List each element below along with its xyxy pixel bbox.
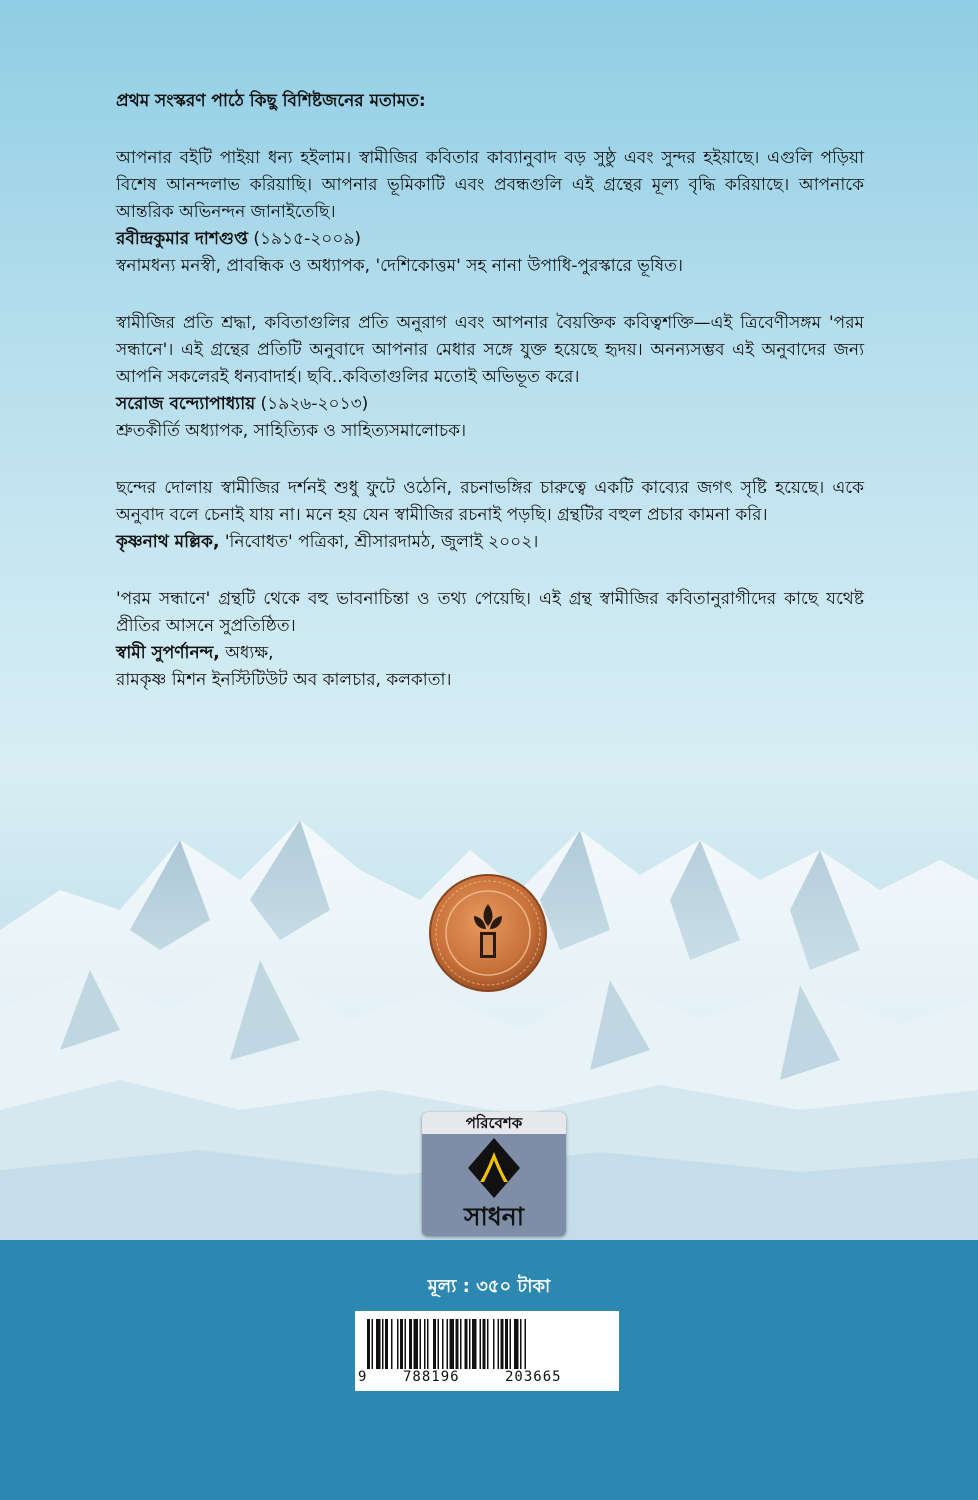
barcode-group-1: 788196 [403, 1369, 460, 1385]
review-author-1: রবীন্দ্রকুমার দাশগুপ্ত [116, 229, 248, 249]
isbn-barcode [355, 1311, 619, 1391]
distributor-logo-icon [466, 1136, 522, 1200]
price-label: মূল্য : ৩৫০ টাকা [427, 1276, 551, 1297]
review-attribution-1 [116, 226, 864, 253]
section-heading: প্রথম সংস্করণ পাঠে কিছু বিশিষ্টজনের মতামত: [116, 91, 426, 111]
distributor-badge [422, 1112, 566, 1236]
review-years-2: (১৯২৬-২০১৩) [255, 394, 369, 414]
barcode-number [355, 1369, 619, 1389]
review-author-3: কৃষ্ণনাথ মল্লিক, [116, 532, 220, 552]
review-description-4: রামকৃষ্ণ মিশন ইনস্টিটিউট অব কালচার, কলকাতা। [116, 670, 452, 690]
seal-emblem-icon [427, 872, 549, 994]
review-description-2: শ্রুতকীর্তি অধ্যাপক, সাহিত্যিক ও সাহিত্যসমালোচক। [116, 421, 467, 441]
barcode-prefix: 9 [358, 1369, 367, 1385]
review-quote-2: স্বামীজির প্রতি শ্রদ্ধা, কবিতাগুলির প্রতি অনুরাগ এবং আপনার বৈয়ক্তিক কবিত্বশক্তি—এই ত্রিবেণীসঙ্গম 'পরম সন্ধানে'। এই গ্রন্থের প্রতিটি অনুবাদে আপনার মেধার সঙ্গে যুক্ত হয়েছে হৃদয়। অনন্যসম্ভব এই অনুবাদের জন্য আপনি সকলেরই ধন্যবাদার্হ। ছবি..কবিতাগুলির মতোই অভিভূত করে। [116, 313, 864, 387]
reviews-section [116, 88, 864, 694]
review-quote-3: ছন্দের দোলায় স্বামীজির দর্শনই শুধু ফুটে ওঠেনি, রচনাভঙ্গির চারুত্বে একটি কাব্যের জগৎ সৃষ্টি হয়েছে। একে অনুবাদ বলে চেনাই যায় না। মনে হয় যেন স্বামীজির রচনাই পড়ছি। গ্রন্থটির বহুল প্রচার কামনা করি। [116, 478, 864, 525]
review-attribution-4 [116, 640, 864, 667]
review-source-3: 'নিবোধত' পত্রিকা, শ্রীসারদামঠ, জুলাই ২০০২। [219, 532, 539, 552]
review-attribution-2 [116, 391, 864, 418]
distributor-name: সাধনা [464, 1202, 524, 1231]
review-attribution-3 [116, 529, 864, 556]
review-quote-1: আপনার বইটি পাইয়া ধন্য হইলাম। স্বামীজির কবিতার কাব্যানুবাদ বড় সুষ্ঠু এবং সুন্দর হইয়াছে। এগুলি পড়িয়া বিশেষ আনন্দলাভ করিয়াছি। আপনার ভূমিকাটি এবং প্রবন্ধগুলি এই গ্রন্থের মূল্য বৃদ্ধি করিয়াছে। আপনাকে আন্তরিক অভিনন্দন জানাইতেছি। [116, 148, 864, 222]
review-author-4: স্বামী সুপর্ণানন্দ, [116, 643, 220, 663]
barcode-group-2: 203665 [505, 1369, 562, 1385]
review-years-1: (১৯১৫-২০০৯) [247, 229, 362, 249]
barcode-bars-icon [367, 1319, 607, 1369]
review-author-2: সরোজ বন্দ্যোপাধ্যায় [116, 394, 256, 414]
distributor-label: পরিবেশক [422, 1112, 566, 1134]
review-title-4: অধ্যক্ষ, [219, 643, 274, 663]
review-description-1: স্বনামধন্য মনস্বী, প্রাবন্ধিক ও অধ্যাপক, 'দেশিকোত্তম' সহ নানা উপাধি-পুরস্কারে ভূষিত। [116, 256, 683, 276]
review-quote-4: 'পরম সন্ধানে' গ্রন্থটি থেকে বহু ভাবনাচিন্তা ও তথ্য পেয়েছি। এই গ্রন্থ স্বামীজির কবিতানুরাগীদের কাছে যথেষ্ট প্রীতির আসনে সুপ্রতিষ্ঠিত। [116, 589, 864, 636]
